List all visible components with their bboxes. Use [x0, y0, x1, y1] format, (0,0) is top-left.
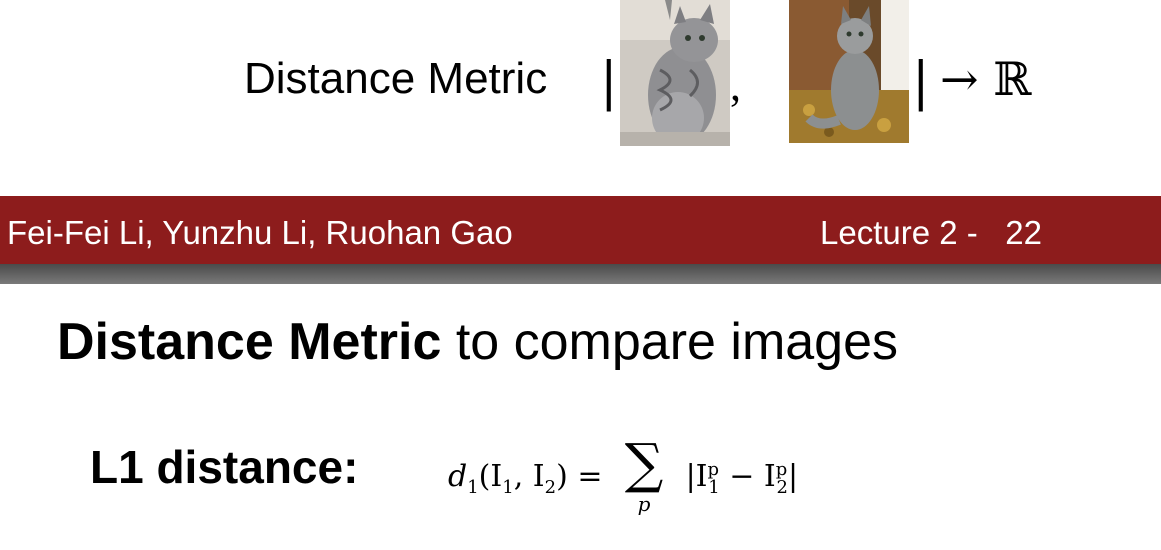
footer-authors: Fei-Fei Li, Yunzhu Li, Ruohan Gao — [7, 214, 513, 251]
formula-args-close: ) = — [556, 459, 603, 494]
l1-distance-formula — [448, 432, 799, 516]
cat-image-1 — [620, 0, 730, 146]
formula-arg1-sub: 1 — [502, 477, 514, 498]
formula-arg2-sub: 2 — [544, 477, 557, 498]
sigma-subscript: p — [637, 492, 651, 516]
sigma-icon: ∑ — [624, 432, 664, 495]
formula-I1-sup: p — [707, 459, 720, 480]
formula-abs-open: |I — [685, 459, 708, 494]
formula-d-sub: 1 — [467, 477, 479, 498]
slide-title-rest: to compare images — [441, 313, 899, 371]
formula-minus: − I — [719, 459, 776, 494]
formula-I2-sub: 2 — [776, 477, 788, 498]
slide-title-bold: Distance Metric — [57, 313, 442, 371]
maps-to-reals: → ℝ — [940, 52, 1032, 106]
footer-lecture-number: Lecture 2 - 22 — [820, 214, 1042, 251]
formula-args-open: (I — [478, 459, 503, 494]
abs-bar-left: | — [600, 52, 618, 112]
summation — [618, 432, 670, 516]
slide-title — [57, 312, 898, 372]
formula-args-sep: , I — [513, 459, 545, 494]
comma: , — [730, 61, 741, 110]
top-formula-label: Distance Metric — [244, 54, 548, 103]
formula-abs-close: | — [787, 459, 799, 494]
formula-I2-sup: p — [775, 459, 788, 480]
abs-bar-right: | — [912, 52, 930, 112]
l1-distance-label: L1 distance: — [90, 441, 359, 493]
slide-footer-shadow — [0, 264, 1161, 284]
cat-image-2 — [789, 0, 909, 143]
formula-d: d — [448, 459, 468, 494]
top-formula — [0, 0, 1161, 160]
formula-I1-sub: 1 — [708, 477, 720, 498]
